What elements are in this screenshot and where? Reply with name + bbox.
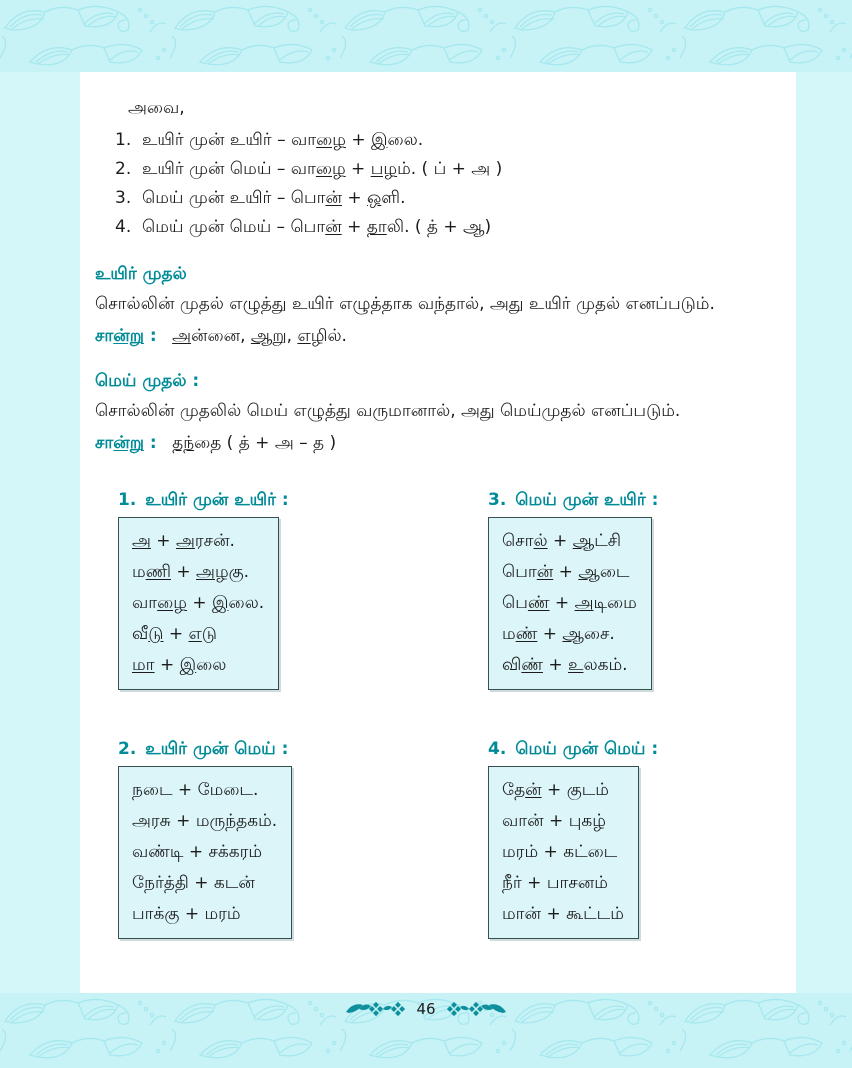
cell-heading — [488, 737, 658, 761]
word-box — [118, 766, 292, 939]
example-label: சான்று : — [95, 326, 157, 346]
cell-heading — [118, 488, 289, 512]
page-number: 46 — [416, 1000, 436, 1018]
word-pair: நடை + மேடை. — [132, 780, 259, 800]
cell-number: 1. — [118, 490, 137, 510]
word-pair: வாழை + இலை. — [132, 593, 265, 613]
word-pair: வான் + புகழ் — [502, 811, 606, 831]
footer-flourish-right-icon — [445, 1000, 507, 1018]
word-box — [488, 766, 639, 939]
cell-mei-mun-mei — [488, 737, 658, 939]
cell-heading — [488, 488, 658, 512]
word-pair: பெண் + அடிமை — [502, 593, 637, 613]
word-box — [488, 517, 652, 690]
word-pair: அ + அரசன். — [132, 531, 235, 551]
word-pair: பொன் + ஆடை — [502, 562, 630, 582]
footer-flourish-left-icon — [345, 1000, 407, 1018]
word-box — [118, 517, 279, 690]
intro-lead: அவை, — [128, 98, 185, 118]
word-pair: விண் + உலகம். — [502, 655, 628, 675]
word-pair: மான் + கூட்டம் — [502, 904, 624, 924]
list-item-number: 4. — [115, 217, 132, 237]
cell-title: உயிர் முன் உயிர் : — [145, 490, 289, 510]
word-pair: நேர்த்தி + கடன் — [132, 873, 255, 893]
word-pair: மரம் + கட்டை — [502, 842, 618, 862]
example-line — [95, 430, 778, 456]
word-pair: மண் + ஆசை. — [502, 624, 615, 644]
list-item — [115, 126, 778, 155]
cell-uyir-mun-mei — [118, 737, 292, 939]
section-body: சொல்லின் முதலில் மெய் எழுத்து வருமானால், அது மெய்முதல் எனப்படும். — [95, 401, 681, 421]
cell-title: மெய் முன் மெய் : — [515, 739, 659, 759]
list-item — [115, 213, 778, 242]
word-pair: வண்டி + சக்கரம் — [132, 842, 263, 862]
word-pair: நீர் + பாசனம் — [502, 873, 608, 893]
word-pair: தேன் + குடம் — [502, 780, 609, 800]
content-page — [80, 72, 796, 993]
list-item-text: மெய் முன் மெய் – பொன் + தாலி. ( த் + ஆ) — [142, 217, 492, 237]
list-item-number: 3. — [115, 188, 132, 208]
example-boxes-grid — [95, 488, 778, 966]
cell-number: 4. — [488, 739, 507, 759]
sandhi-type-list — [115, 126, 778, 242]
cell-title: உயிர் முன் மெய் : — [145, 739, 289, 759]
cell-title: மெய் முன் உயிர் : — [515, 490, 659, 510]
list-item-number: 2. — [115, 159, 132, 179]
example-words: தந்தை ( த் + அ – த ) — [172, 433, 337, 453]
example-label: சான்று : — [95, 433, 157, 453]
section-heading-uyir-mudhal: உயிர் முதல் — [95, 264, 187, 284]
section-heading-mei-mudhal: மெய் முதல் : — [95, 371, 200, 391]
page-content — [80, 72, 796, 966]
page-footer — [0, 1000, 852, 1018]
cell-number: 2. — [118, 739, 137, 759]
list-item — [115, 155, 778, 184]
section-body: சொல்லின் முதல் எழுத்து உயிர் எழுத்தாக வந்தால், அது உயிர் முதல் எனப்படும். — [95, 294, 715, 314]
word-pair: வீடு + எடு — [132, 624, 217, 644]
list-item-text: உயிர் முன் மெய் – வாழை + பழம். ( ப் + அ ) — [142, 159, 503, 179]
word-pair: மணி + அழகு. — [132, 562, 250, 582]
cell-uyir-mun-uyir — [118, 488, 289, 690]
cell-mei-mun-uyir — [488, 488, 658, 690]
word-pair: அரசு + மருந்தகம். — [132, 811, 278, 831]
example-line — [95, 323, 778, 349]
bottom-border-decoration — [0, 993, 852, 1068]
cell-number: 3. — [488, 490, 507, 510]
leaf-vine-pattern-icon — [0, 0, 852, 72]
list-item — [115, 184, 778, 213]
top-border-decoration — [0, 0, 852, 72]
cell-heading — [118, 737, 292, 761]
list-item-number: 1. — [115, 130, 132, 150]
word-pair: சொல் + ஆட்சி — [502, 531, 622, 551]
list-item-text: மெய் முன் உயிர் – பொன் + ஒளி. — [142, 188, 406, 208]
list-item-text: உயிர் முன் உயிர் – வாழை + இலை. — [142, 130, 424, 150]
word-pair: மா + இலை — [132, 655, 227, 675]
example-words: அன்னை, ஆறு, எழில். — [172, 326, 347, 346]
word-pair: பாக்கு + மரம் — [132, 904, 241, 924]
